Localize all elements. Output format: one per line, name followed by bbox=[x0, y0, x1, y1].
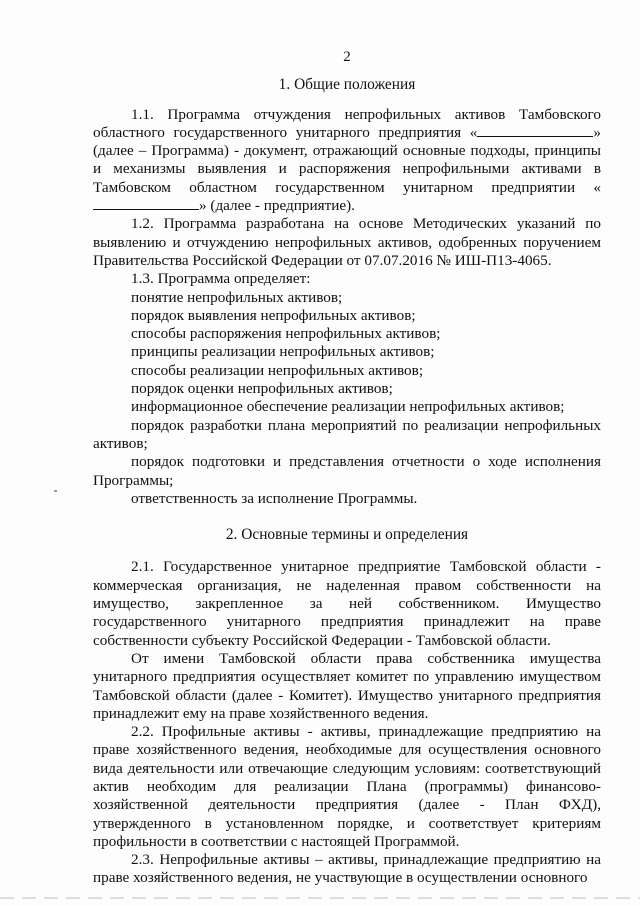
program-scope-list bbox=[93, 289, 601, 509]
list-item: порядок подготовки и представления отчетности о ходе исполнения Программы; bbox=[93, 453, 601, 489]
paragraph-1-3: 1.3. Программа определяет: bbox=[131, 270, 311, 288]
list-item: порядок разработки плана мероприятий по реализации непрофильных активов; bbox=[93, 416, 601, 452]
paragraph-1-1 bbox=[93, 106, 601, 216]
paragraph-2-3: 2.3. Непрофильные активы – активы, принадлежащие предприятию на праве хозяйственного ведения, не участвующие в осуществлении основного bbox=[93, 851, 601, 887]
scan-artifact bbox=[54, 490, 57, 492]
list-item: порядок оценки непрофильных активов; bbox=[131, 380, 393, 398]
paragraph-1-1-part-a: 1.1. Программа отчуждения непрофильных активов Тамбовского областного государственного унитарного предприятия « bbox=[93, 105, 601, 141]
blank-field-enterprise-name bbox=[477, 124, 593, 137]
list-item: принципы реализации непрофильных активов; bbox=[131, 343, 435, 361]
list-item: порядок выявления непрофильных активов; bbox=[131, 306, 416, 324]
paragraph-1-2: 1.2. Программа разработана на основе Методических указаний по выявлению и отчуждению непрофильных активов, одобренных поручением Правительства Российской Федерации от 07.07.2016 № ИШ-П13-4065. bbox=[93, 215, 601, 269]
list-item: способы распоряжения непрофильных активов; bbox=[131, 325, 441, 343]
section-1-title: 1. Общие положения bbox=[278, 76, 416, 94]
paragraph-1-1-part-c: » (далее - предприятие). bbox=[199, 197, 355, 215]
paragraph-2-1-continued: От имени Тамбовской области права собственника имущества унитарного предприятия осуществляет комитет по управлению имуществом Тамбовской области (далее - Комитет). Имущество унитарного предприятия принадлежит ему на праве хозяйственного ведения. bbox=[93, 649, 601, 722]
paragraph-2-2: 2.2. Профильные активы - активы, принадлежащие предприятию на праве хозяйственного ведения, необходимые для осуществления основного вида деятельности или отвечающие следующим условиям: соответствующий актив необходим для реализации Плана (программы) финансово-хозяйственной деятельности предприятия (далее - План ФХД), утвержденного в установленном порядке, и соответствует критериям профильности в соответствии с настоящей Программой. bbox=[93, 723, 601, 850]
blank-field-enterprise-name-2 bbox=[93, 197, 199, 210]
page-content bbox=[93, 48, 601, 888]
list-item: способы реализации непрофильных активов; bbox=[131, 361, 424, 379]
list-item: информационное обеспечение реализации непрофильных активов; bbox=[131, 398, 565, 416]
list-item: понятие непрофильных активов; bbox=[131, 288, 343, 306]
paragraph-2-1: 2.1. Государственное унитарное предприятие Тамбовской области - коммерческая организация, не наделенная правом собственности на имущество, закрепленное за ней собственником. Имущество государственного унитарного предприятия принадлежит на праве собственности субъекту Российской Федерации - Тамбовской области. bbox=[93, 558, 601, 649]
list-item: ответственность за исполнение Программы. bbox=[131, 489, 418, 507]
paragraph-1-1-part-b: » (далее – Программа) - документ, отражающий основные подходы, принципы и механизмы выявления и распоряжения непрофильными активами в Тамбовском областном государственном унитарном предприятии « bbox=[93, 123, 601, 196]
section-2-title: 2. Основные термины и определения bbox=[225, 526, 469, 544]
page-number: 2 bbox=[343, 49, 351, 65]
scan-edge-artifact bbox=[0, 897, 640, 899]
